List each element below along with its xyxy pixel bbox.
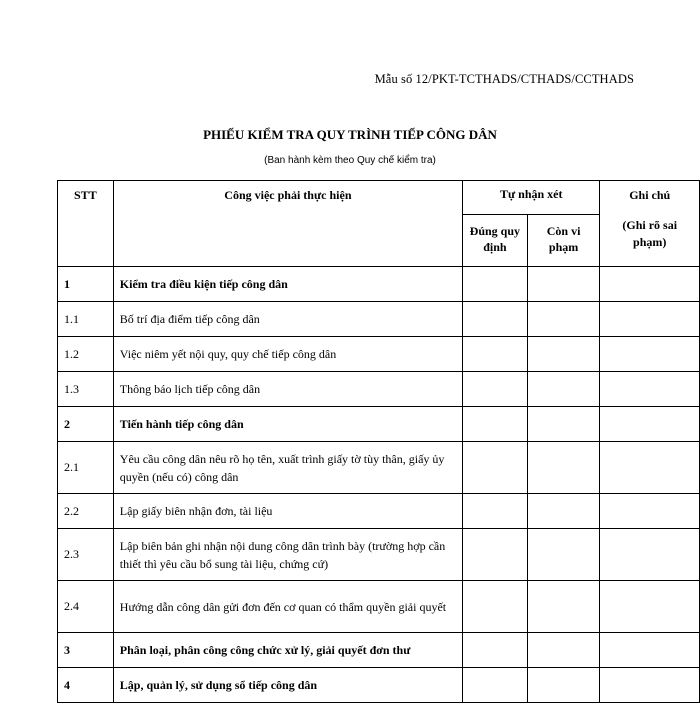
row-compliant-cell: [462, 407, 527, 442]
table-row: [58, 267, 700, 302]
table-row: [58, 337, 700, 372]
checklist-table: [57, 180, 700, 703]
row-stt: 3: [58, 633, 114, 668]
header-compliant: Đúng quy định: [462, 215, 527, 267]
table-row: [58, 407, 700, 442]
row-note-cell: [600, 581, 700, 633]
row-note-cell: [600, 302, 700, 337]
table-row: [58, 442, 700, 494]
row-violation-cell: [527, 494, 600, 529]
row-task: Hướng dẫn công dân gửi đơn đến cơ quan có thẩm quyền giải quyết: [113, 581, 462, 633]
row-task: Phân loại, phân công công chức xử lý, giải quyết đơn thư: [113, 633, 462, 668]
row-note-cell: [600, 337, 700, 372]
row-note-cell: [600, 442, 700, 494]
table-row: [58, 529, 700, 581]
row-violation-cell: [527, 668, 600, 703]
row-stt: 1.1: [58, 302, 114, 337]
row-note-cell: [600, 372, 700, 407]
row-compliant-cell: [462, 442, 527, 494]
row-violation-cell: [527, 581, 600, 633]
header-stt: STT: [58, 181, 114, 267]
row-note-cell: [600, 494, 700, 529]
table-row: [58, 668, 700, 703]
header-note-label: Ghi chú: [629, 188, 671, 202]
row-stt: 2.2: [58, 494, 114, 529]
row-compliant-cell: [462, 337, 527, 372]
row-task: Thông báo lịch tiếp công dân: [113, 372, 462, 407]
table-row: [58, 494, 700, 529]
row-stt: 1.2: [58, 337, 114, 372]
row-compliant-cell: [462, 302, 527, 337]
row-violation-cell: [527, 372, 600, 407]
row-stt: 4: [58, 668, 114, 703]
row-compliant-cell: [462, 494, 527, 529]
checklist-body: [58, 267, 700, 703]
row-stt: 2.1: [58, 442, 114, 494]
row-task: Tiến hành tiếp công dân: [113, 407, 462, 442]
form-code: Mẫu số 12/PKT-TCTHADS/CTHADS/CCTHADS: [374, 72, 634, 86]
header-task: Công việc phải thực hiện: [113, 181, 462, 267]
row-task: Bố trí địa điểm tiếp công dân: [113, 302, 462, 337]
row-compliant-cell: [462, 267, 527, 302]
row-compliant-cell: [462, 633, 527, 668]
row-violation-cell: [527, 529, 600, 581]
header-self-assessment: Tự nhận xét: [462, 181, 599, 215]
row-stt: 2: [58, 407, 114, 442]
row-violation-cell: [527, 302, 600, 337]
header-violation: Còn vi phạm: [527, 215, 600, 267]
row-compliant-cell: [462, 372, 527, 407]
row-task: Kiểm tra điều kiện tiếp công dân: [113, 267, 462, 302]
row-note-cell: [600, 633, 700, 668]
document-subtitle: (Ban hành kèm theo Quy chế kiểm tra): [264, 155, 436, 166]
row-violation-cell: [527, 267, 600, 302]
row-compliant-cell: [462, 529, 527, 581]
row-violation-cell: [527, 633, 600, 668]
table-row: [58, 581, 700, 633]
table-row: [58, 372, 700, 407]
row-violation-cell: [527, 442, 600, 494]
table-row: [58, 633, 700, 668]
row-note-cell: [600, 407, 700, 442]
row-stt: 1: [58, 267, 114, 302]
row-note-cell: [600, 668, 700, 703]
row-task: Lập, quản lý, sử dụng sổ tiếp công dân: [113, 668, 462, 703]
row-note-cell: [600, 267, 700, 302]
row-compliant-cell: [462, 668, 527, 703]
row-task: Lập biên bản ghi nhận nội dung công dân trình bày (trường hợp cần thiết thì yêu cầu bổ sung tài liệu, chứng cứ): [113, 529, 462, 581]
row-compliant-cell: [462, 581, 527, 633]
header-note-detail: (Ghi rõ sai phạm): [622, 218, 678, 249]
row-note-cell: [600, 529, 700, 581]
header-note: [600, 181, 700, 267]
row-task: Lập giấy biên nhận đơn, tài liệu: [113, 494, 462, 529]
row-violation-cell: [527, 337, 600, 372]
row-stt: 2.4: [58, 581, 114, 633]
row-stt: 2.3: [58, 529, 114, 581]
row-task: Yêu cầu công dân nêu rõ họ tên, xuất trình giấy tờ tùy thân, giấy ủy quyền (nếu có) công dân: [113, 442, 462, 494]
document-title: PHIẾU KIỂM TRA QUY TRÌNH TIẾP CÔNG DÂN: [203, 127, 497, 142]
table-row: [58, 302, 700, 337]
row-stt: 1.3: [58, 372, 114, 407]
row-violation-cell: [527, 407, 600, 442]
row-task: Việc niêm yết nội quy, quy chế tiếp công dân: [113, 337, 462, 372]
